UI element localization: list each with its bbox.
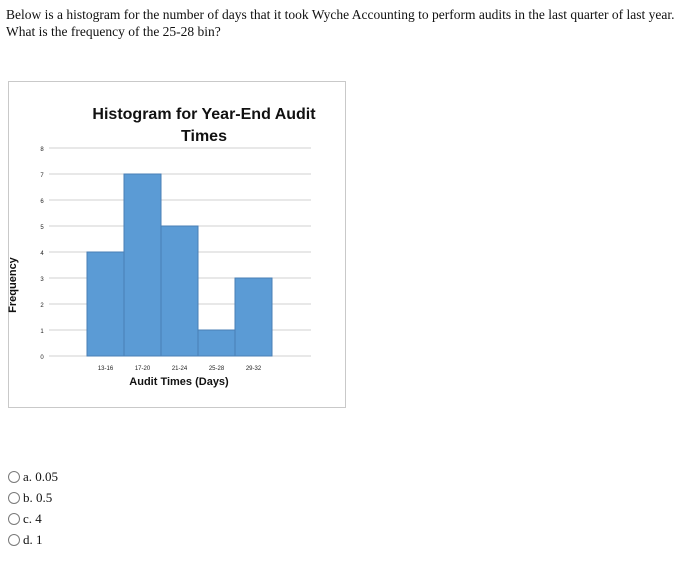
option-label: a. 0.05 [23, 468, 59, 484]
radio-button[interactable] [8, 471, 20, 483]
y-tick-label: 2 [40, 303, 44, 309]
radio-button[interactable] [8, 534, 20, 546]
x-tick-label: 21-24 [171, 366, 188, 372]
y-tick-label: 4 [40, 251, 44, 257]
histogram-chart [8, 81, 346, 408]
x-tick-label: 17-20 [134, 366, 151, 372]
option-c[interactable] [8, 508, 58, 529]
radio-button[interactable] [8, 492, 20, 504]
x-tick-label: 13-16 [97, 366, 114, 372]
histogram-bar [161, 226, 198, 356]
option-label: c. 4 [23, 510, 42, 526]
histogram-bar [198, 330, 235, 356]
question-text: Below is a histogram for the number of days that it took Wyche Accounting to perform audits in the last quarter of last year. What is the frequency of the 25-28 bin? [6, 7, 675, 39]
y-tick-label: 0 [40, 355, 44, 361]
y-tick-label: 5 [40, 225, 44, 231]
option-label: b. 0.5 [23, 489, 53, 505]
y-axis-label: Frequency [7, 257, 19, 313]
y-tick-label: 3 [40, 277, 44, 283]
radio-button[interactable] [8, 513, 20, 525]
y-tick-label: 6 [40, 199, 44, 205]
histogram-bar [124, 174, 161, 356]
chart-title: Histogram for Year-End Audit Times [92, 106, 316, 145]
x-tick-label: 29-32 [245, 366, 262, 372]
option-label: d. 1 [23, 531, 43, 547]
y-tick-label: 1 [40, 329, 44, 335]
x-tick-label: 25-28 [208, 366, 225, 372]
histogram-bar [87, 252, 124, 356]
x-axis-label: Audit Times (Days) [129, 376, 229, 388]
option-b[interactable] [8, 487, 58, 508]
histogram-bar [235, 278, 272, 356]
option-a[interactable] [8, 466, 58, 487]
option-d[interactable] [8, 529, 58, 550]
y-tick-label: 8 [40, 147, 44, 153]
answer-options [8, 466, 58, 550]
y-tick-label: 7 [40, 173, 44, 179]
